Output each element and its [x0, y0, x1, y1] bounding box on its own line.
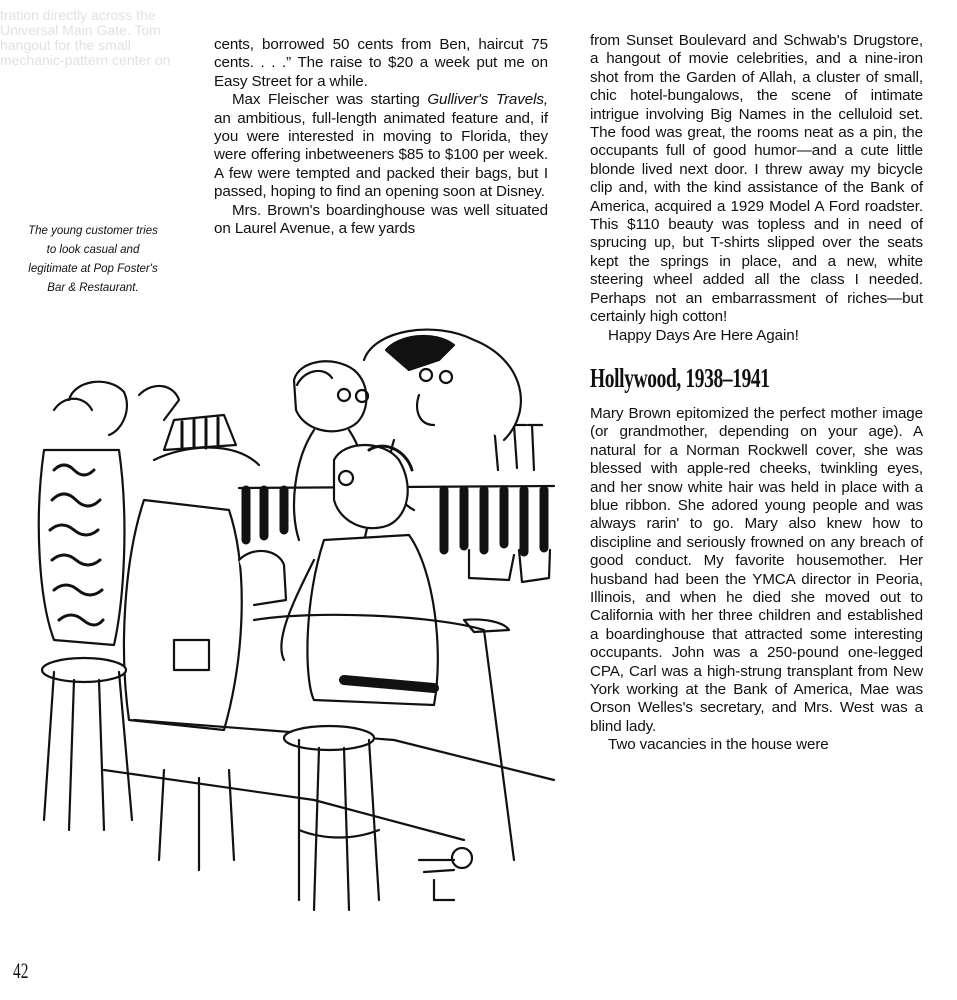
right-text-column — [590, 32, 923, 755]
paragraph-text: an ambitious, full-length animated feature and, if you were interested in moving to Florida, they were offering inbetweeners $85 to $100 per week. A few were tempted and packed their bags, but I passed, hoping to find an opening soon at Disney. — [214, 109, 548, 201]
bar-cartoon-illustration — [14, 300, 574, 930]
paragraph: Mrs. Brown's boardinghouse was well situated on Laurel Avenue, a few yards — [214, 201, 548, 238]
left-text-column — [214, 36, 548, 238]
paragraph: Happy Days Are Here Again! — [608, 326, 799, 344]
bleed-line: Universal Main Gate. Tom — [0, 22, 161, 38]
caption-line: The young customer tries — [28, 225, 158, 237]
caption-line: Bar & Restaurant. — [47, 282, 139, 294]
man-striped-hat-figure — [124, 415, 286, 730]
paragraph — [214, 91, 548, 201]
paragraph: from Sunset Boulevard and Schwab's Drugstore, a hangout of movie celebrities, and a nine-iron shot from the Garden of Allah, a cluster of small, chic hotel-bungalows, the scene of intimate intrigue involving Big Names in the celluloid set. The food was great, the rooms neat as a pin, the occupants full of good humor—and a cute little blonde lived next door. I threw away my bicycle clip and, with the kind assistance of the Bank of America, acquired a 1929 Model A Ford roadster. This $110 beauty was topless and in need of sprucing up, but T-shirts slipped over the seats kept the springs in place, and a new, white steering wheel added all the class I needed. Perhaps not an embarrassment of riches—but certainly high cotton! — [590, 32, 923, 326]
foot-rail — [419, 848, 472, 900]
bleed-line: mechanic-pattern center on — [0, 52, 171, 68]
bleed-line: hangout for the small — [0, 37, 131, 53]
caption-line: legitimate at Pop Foster's — [28, 263, 158, 275]
young-customer-figure — [281, 445, 437, 705]
paragraph: Two vacancies in the house were — [608, 736, 829, 754]
section-heading: Hollywood, 1938–1941 — [590, 362, 770, 393]
caption-line: to look casual and — [46, 244, 140, 256]
page-number: 42 — [13, 958, 29, 983]
book-title: Gulliver's Travels, — [427, 91, 548, 109]
paragraph: cents, borrowed 50 cents from Ben, haircut 75 cents. . . .” The raise to $20 a week put me on Easy Street for a while. — [214, 36, 548, 90]
paragraph: Mary Brown epitomized the perfect mother image (or grandmother, depending on your age). A natural for a Norman Rockwell cover, she was blessed with apple-red cheeks, twinkling eyes, and her snow white hair was held in place with a blue ribbon. She adored young people and was always rarin' to go. Mary also knew how to discipline and seriously frowned on any breach of good conduct. My favorite housemother. Her husband had been the YMCA director in Peoria, Illinois, and when he died she moved out to California with her three children and established a boardinghouse that attracted some interesting occupants. John was a 250-pound one-legged CPA, Carl was a high-strung transplant from New York working at the Bank of America, Mae was Orson Welles's secretary, and Mrs. West was a blind lady. — [590, 404, 923, 735]
bleed-line: tration directly across the — [0, 7, 156, 23]
illustration-caption — [18, 222, 168, 298]
paragraph-text: Max Fleischer was starting — [232, 91, 428, 109]
